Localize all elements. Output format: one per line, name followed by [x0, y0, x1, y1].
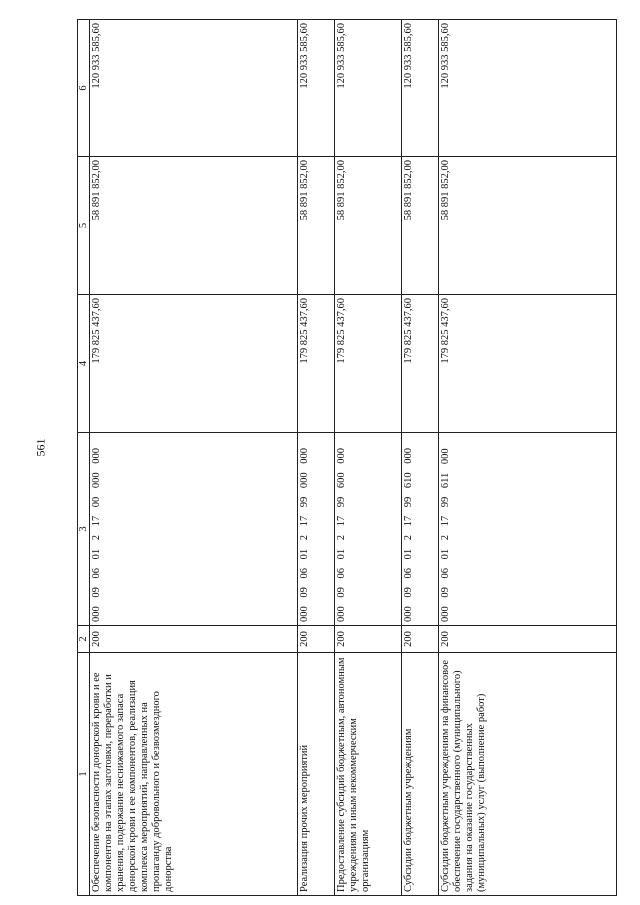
row-value-4: 179 825 437,60 — [335, 295, 402, 433]
row-code: 200 — [90, 626, 298, 653]
row-code: 200 — [298, 626, 335, 653]
row-value-6: 120 933 585,60 — [298, 20, 335, 157]
row-kbk: 000 09 06 01 2 17 99 611 000 — [439, 433, 617, 626]
row-value-5: 58 891 852,00 — [90, 157, 298, 295]
row-name: Реализация прочих мероприятий — [298, 653, 335, 896]
row-value-6: 120 933 585,60 — [402, 20, 439, 157]
row-code: 200 — [402, 626, 439, 653]
budget-table — [77, 19, 617, 896]
row-kbk: 000 09 06 01 2 17 00 000 000 — [90, 433, 298, 626]
row-value-4: 179 825 437,60 — [439, 295, 617, 433]
row-value-6: 120 933 585,60 — [335, 20, 402, 157]
row-value-4: 179 825 437,60 — [90, 295, 298, 433]
page-number: 561 — [33, 438, 48, 457]
row-name: Обеспечение безопасности донорской крови и ее компонентов на этапах заготовки, переработки и хранения, подержание неснижаемого запаса донорской крови и ее компонентов, реализация комплекса мероприятий, направленных на пропаганду добровольного и безвозмездного донорства — [90, 653, 298, 896]
header-col-3: 3 — [78, 433, 90, 626]
rotated-table-wrapper — [77, 20, 617, 896]
table-row — [298, 20, 335, 896]
row-value-5: 58 891 852,00 — [439, 157, 617, 295]
row-name: Предоставление субсидий бюджетным, автономным учреждениям и иным некоммерческим организациям — [335, 653, 402, 896]
header-col-2: 2 — [78, 626, 90, 653]
table-row — [90, 20, 298, 896]
row-value-4: 179 825 437,60 — [298, 295, 335, 433]
row-code: 200 — [335, 626, 402, 653]
budget-table-sheet — [77, 20, 617, 896]
table-row — [335, 20, 402, 896]
header-col-6: 6 — [78, 20, 90, 157]
header-col-4: 4 — [78, 295, 90, 433]
table-row — [402, 20, 439, 896]
row-value-6: 120 933 585,60 — [439, 20, 617, 157]
header-row — [78, 20, 90, 896]
row-value-6: 120 933 585,60 — [90, 20, 298, 157]
row-name: Субсидии бюджетным учреждениям — [402, 653, 439, 896]
row-code: 200 — [439, 626, 617, 653]
row-name: Субсидии бюджетным учреждениям на финансовое обеспечение государственного (муниципального) задания на оказание государственных (муниципальных) услуг (выполнение работ) — [439, 653, 617, 896]
header-col-1: 1 — [78, 653, 90, 896]
row-value-5: 58 891 852,00 — [335, 157, 402, 295]
table-row — [439, 20, 617, 896]
row-kbk: 000 09 06 01 2 17 99 000 000 — [298, 433, 335, 626]
row-value-5: 58 891 852,00 — [402, 157, 439, 295]
row-value-5: 58 891 852,00 — [298, 157, 335, 295]
row-kbk: 000 09 06 01 2 17 99 610 000 — [402, 433, 439, 626]
row-value-4: 179 825 437,60 — [402, 295, 439, 433]
header-col-5: 5 — [78, 157, 90, 295]
row-kbk: 000 09 06 01 2 17 99 600 000 — [335, 433, 402, 626]
